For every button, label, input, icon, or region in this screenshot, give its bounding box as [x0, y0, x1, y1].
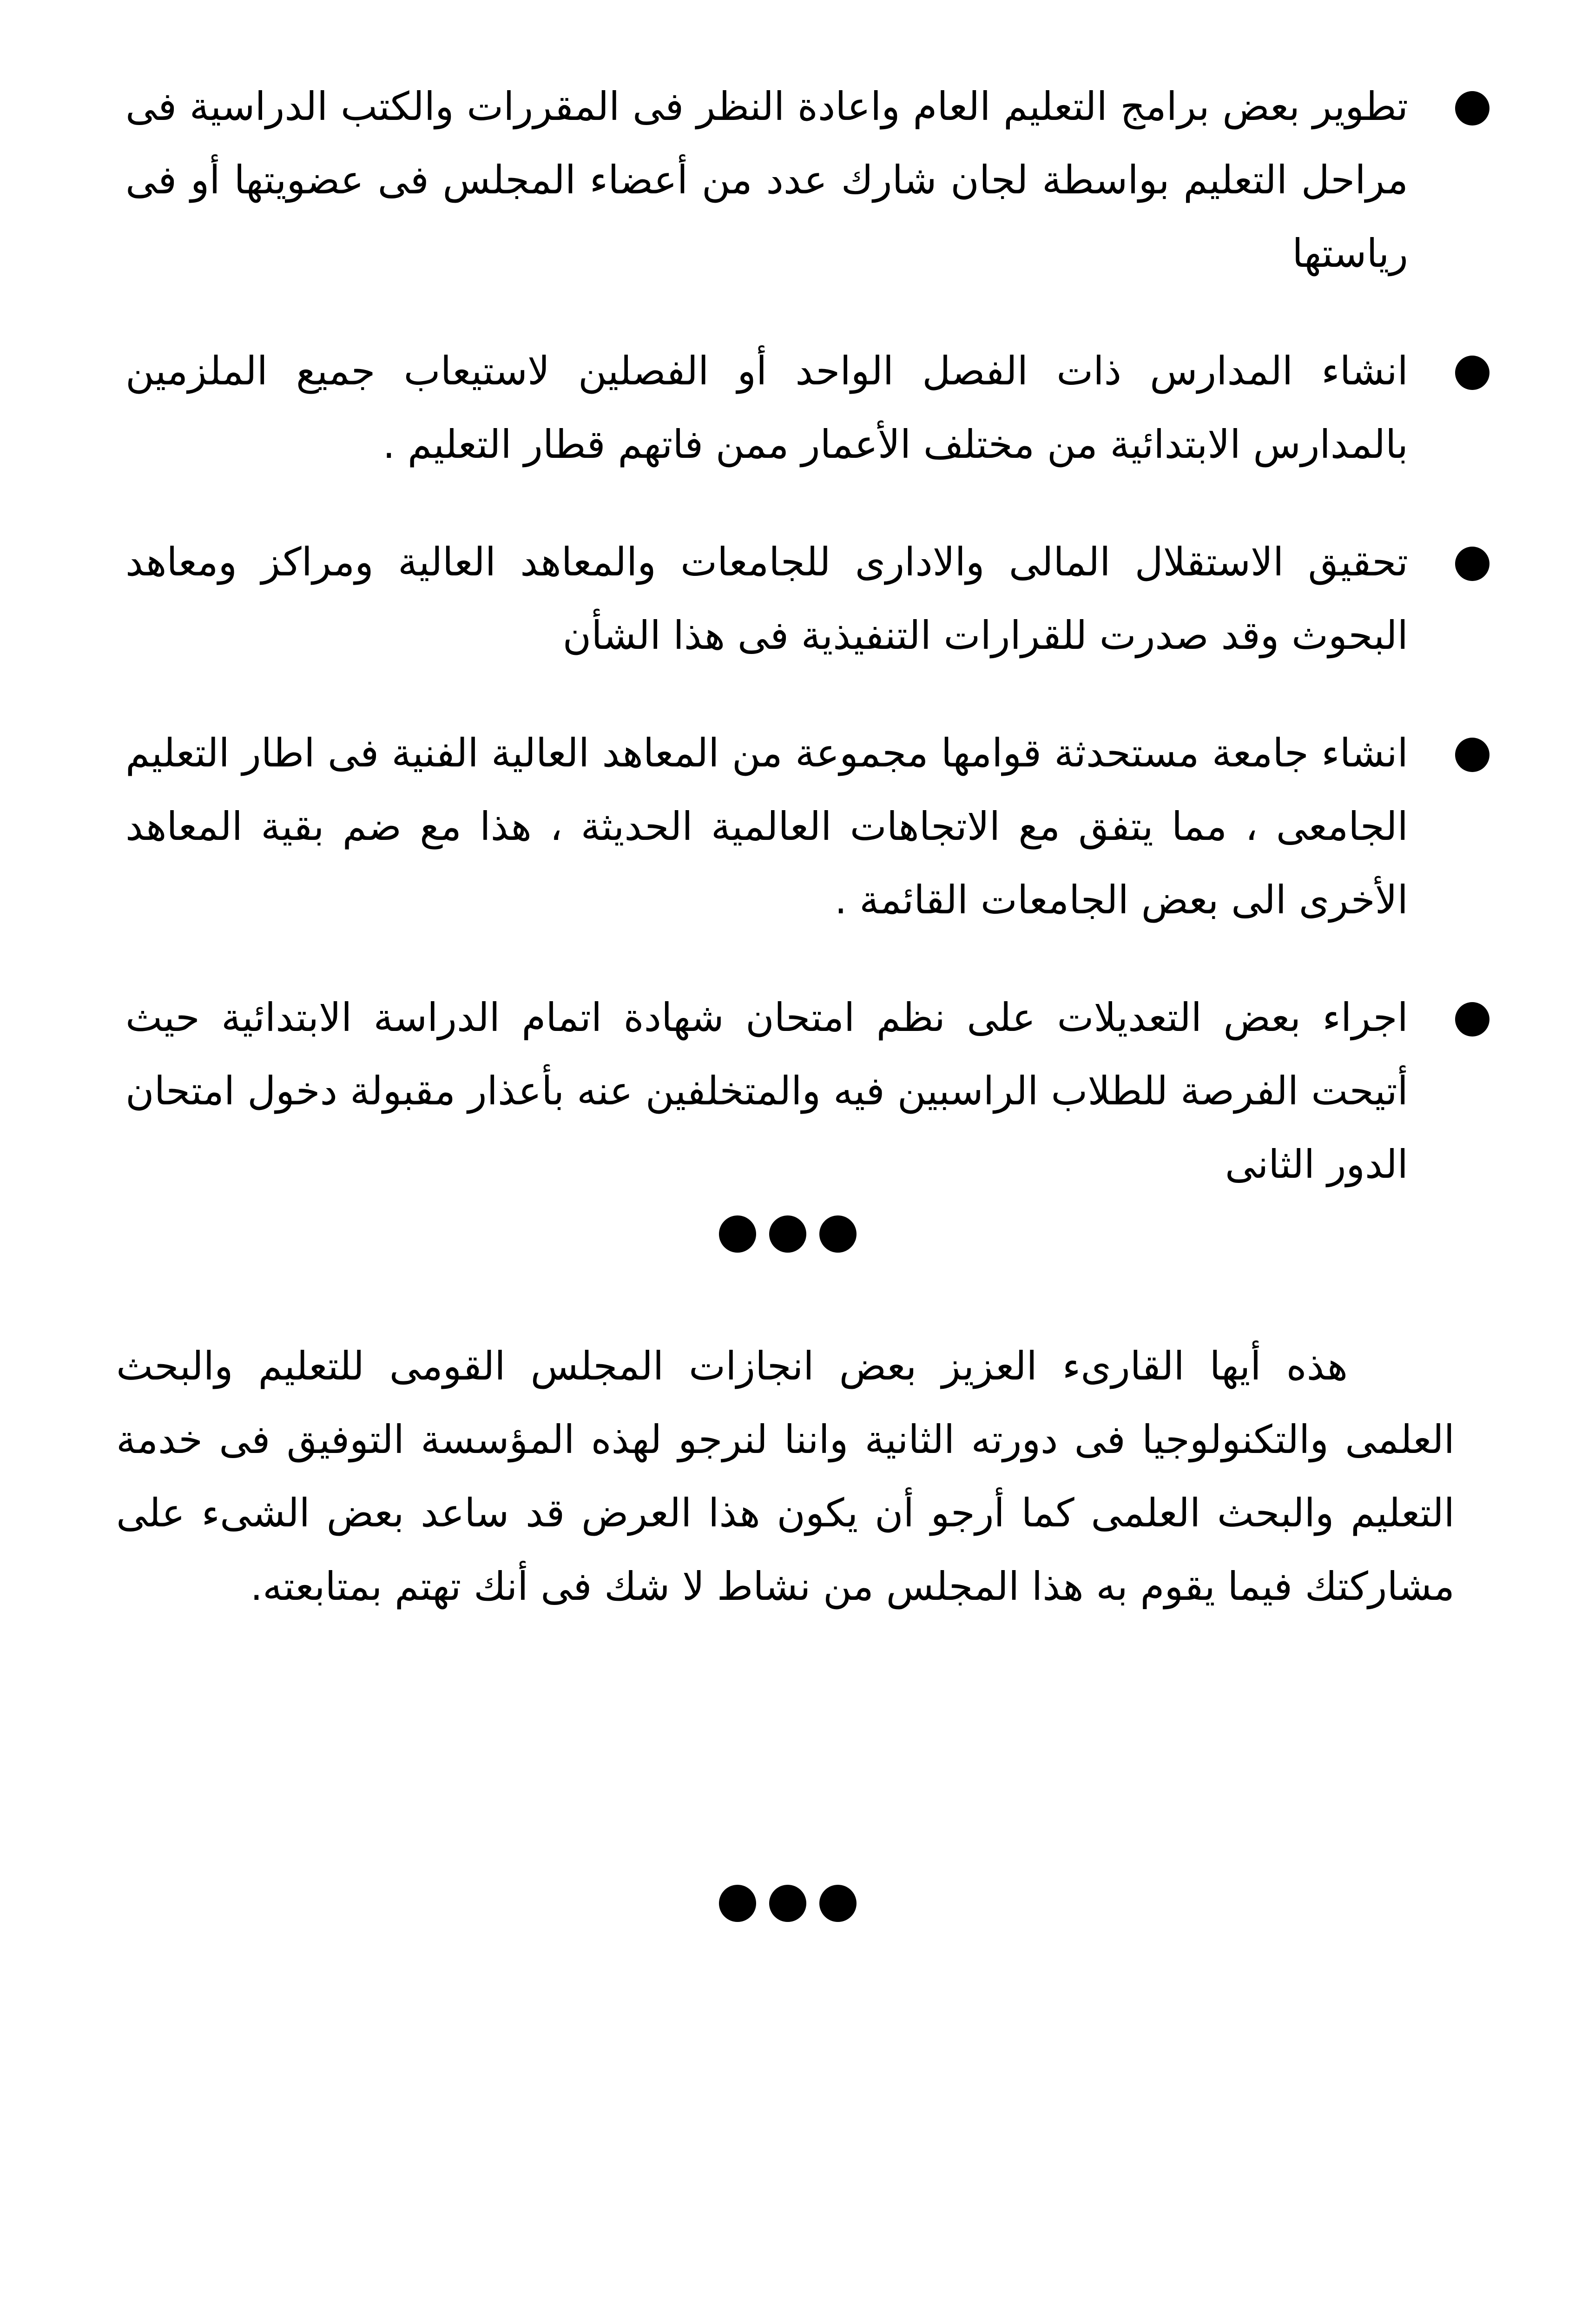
- separator-dot-icon: [769, 1885, 806, 1922]
- list-item: [125, 981, 1464, 1201]
- separator-dot-icon: [719, 1885, 756, 1922]
- list-item-text: اجراء بعض التعديلات على نظم امتحان شهادة اتمام الدراسة الابتدائية حيث أتيحت الفرصة للطلاب الراسبين فيه والمتخلفين عنه بأعذار مقبولة دخول امتحان الدور الثانى: [125, 995, 1408, 1187]
- section-separator: [0, 1885, 1575, 1922]
- list-item-text: تطوير بعض برامج التعليم العام واعادة النظر فى المقررات والكتب الدراسية فى مراحل التعليم بواسطة لجان شارك عدد من أعضاء المجلس فى عضويتها أو فى رياستها: [125, 84, 1408, 276]
- separator-dot-icon: [769, 1215, 806, 1253]
- bullet-icon: [1455, 547, 1489, 581]
- list-item: [125, 716, 1464, 937]
- section-separator: [0, 1215, 1575, 1253]
- separator-dot-icon: [719, 1215, 756, 1253]
- list-item-text: انشاء جامعة مستحدثة قوامها مجموعة من المعاهد العالية الفنية فى اطار التعليم الجامعى ، مما يتفق مع الاتجاهات العالمية الحديثة ، هذا مع ضم بقية المعاهد الأخرى الى بعض الجامعات القائمة .: [125, 730, 1408, 923]
- list-item-text: تحقيق الاستقلال المالى والادارى للجامعات والمعاهد العالية ومراكز ومعاهد البحوث وقد صدرت للقرارات التنفيذية فى هذا الشأن: [125, 539, 1408, 658]
- list-item: [125, 70, 1464, 290]
- bullet-icon: [1455, 1002, 1489, 1037]
- bullet-icon: [1455, 91, 1489, 125]
- list-item: [125, 334, 1464, 481]
- bullet-icon: [1455, 356, 1489, 390]
- bullet-icon: [1455, 738, 1489, 772]
- achievements-list: [125, 70, 1464, 1245]
- separator-dot-icon: [819, 1215, 857, 1253]
- list-item-text: انشاء المدارس ذات الفصل الواحد أو الفصلين لاستيعاب جميع الملزمين بالمدارس الابتدائية من مختلف الأعمار ممن فاتهم قطار التعليم .: [125, 348, 1408, 467]
- list-item: [125, 525, 1464, 672]
- separator-dot-icon: [819, 1885, 857, 1922]
- closing-paragraph: هذه أيها القارىء العزيز بعض انجازات المجلس القومى للتعليم والبحث العلمى والتكنولوجيا فى دورته الثانية واننا لنرجو لهذه المؤسسة التوفيق فى خدمة التعليم والبحث العلمى كما أرجو أن يكون هذا العرض قد ساعد بعض الشىء على مشاركتك فيما يقوم به هذا المجلس من نشاط لا شك فى أنك تهتم بمتابعته.: [116, 1343, 1455, 1609]
